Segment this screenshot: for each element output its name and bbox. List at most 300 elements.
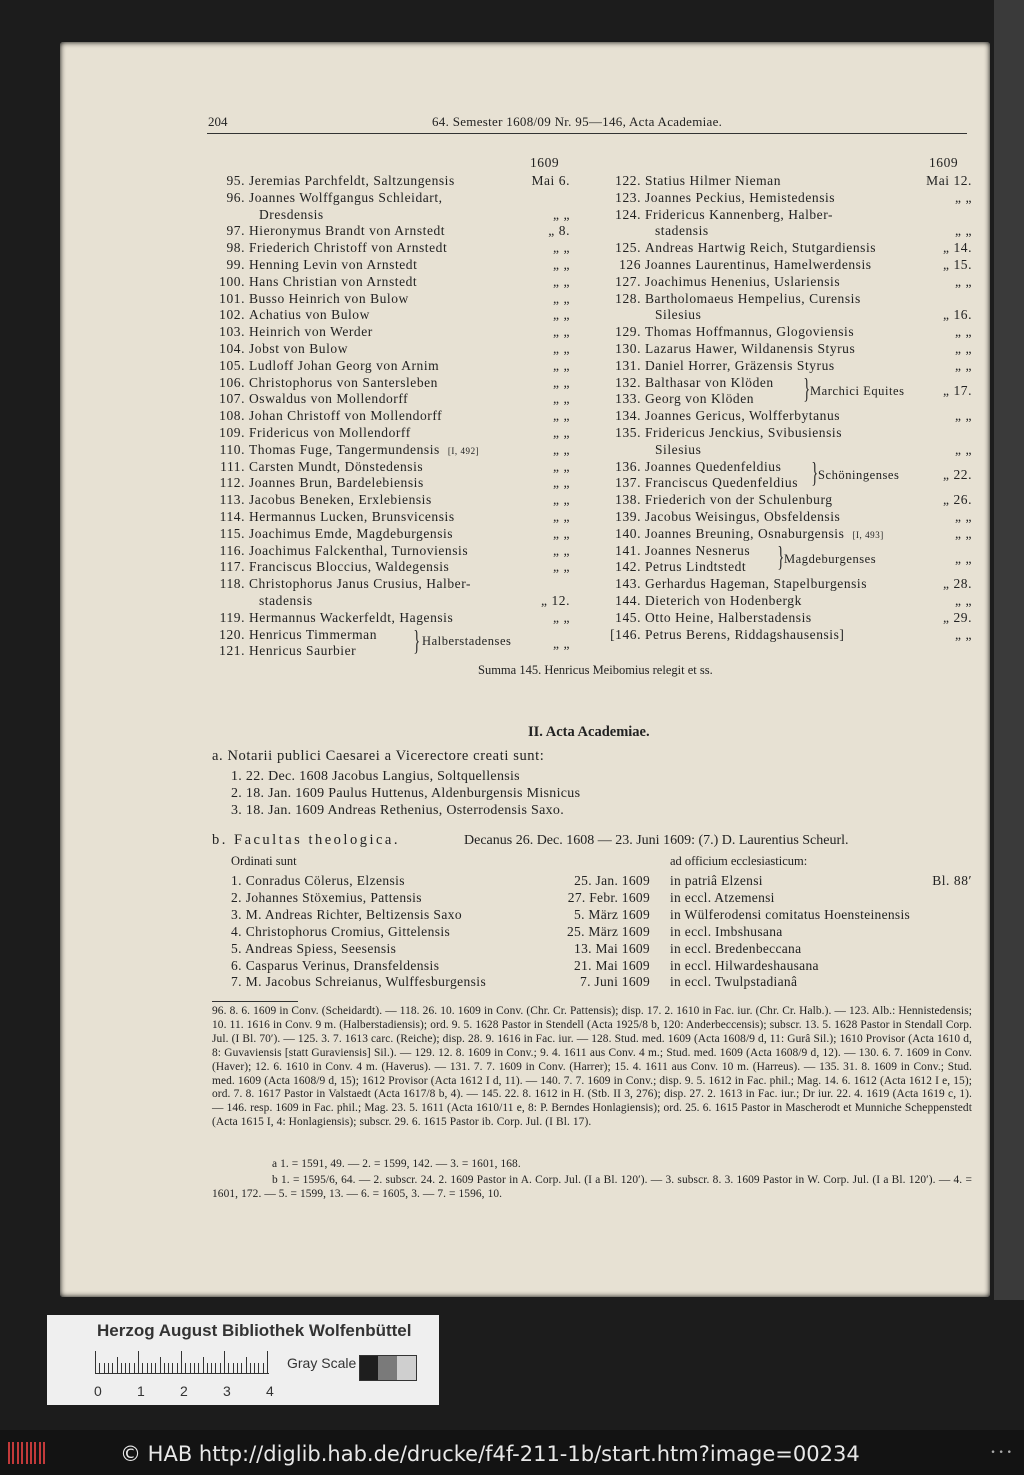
ruler-tick [203,1357,204,1373]
entry-name: Hermannus Lucken, Brunsvicensis [249,509,455,524]
ruler-tick [117,1357,118,1373]
list-entry [207,509,455,526]
entry-number: 107. [219,391,245,407]
list-entry [207,559,449,576]
entry-name: Daniel Horrer, Gräzensis Styrus [645,357,835,373]
list-entry [207,492,432,509]
ordination-name: 3. M. Andreas Richter, Beltizensis Saxo [231,906,463,922]
list-entry [603,425,842,442]
entry-date: „ „ [954,626,972,642]
entry-date: Mai 6. [531,173,570,188]
page-number: 204 [208,114,228,129]
entry-number: 136. [615,458,641,474]
ordination-name: 5. Andreas Spiess, Seesensis [231,940,397,956]
entry-number: 100. [219,273,245,289]
entry-number: 104. [219,341,245,356]
section-b-heading: b. Facultas theologica. [212,832,400,848]
entry-number: 119. [219,609,245,625]
entry-date: „ „ [552,273,570,289]
entry-name: Dresdensis [259,206,324,222]
ruler-tick [267,1351,268,1373]
entry-date: „ „ [552,341,570,356]
running-title: 64. Semester 1608/09 Nr. 95—146, Acta Academiae. [432,114,723,129]
entry-number: 140. [615,525,641,541]
ruler-tick [108,1363,109,1373]
list-entry [207,643,356,660]
ruler-tick [138,1351,139,1373]
ordination-name: 2. Johannes Stöxemius, Pattensis [231,889,422,905]
entry-number: [146. [610,626,641,642]
entry-name: Balthasar von Klöden [645,374,774,390]
list-entry [207,543,468,560]
menu-dots-icon[interactable]: • • • [990,1448,1012,1458]
entry-date: Mai 12. [926,173,972,188]
entry-name: Franciscus Quedenfeldius [645,475,799,491]
entry-name: Petrus Berens, Riddagshausensis] [645,626,845,642]
ruler-tick [134,1363,135,1373]
entry-name: Gerhardus Hageman, Stapelburgensis [645,576,868,592]
entry-number: 132. [615,374,641,390]
entry-number: 114. [219,509,245,524]
section-a-item: 1. 22. Dec. 1608 Jacobus Langius, Soltquellensis [231,769,520,784]
entry-number: 133. [615,391,641,407]
status-bar [0,1430,1024,1475]
entry-date: „ „ [552,492,570,508]
entry-name: Henricus Timmerman [249,626,378,642]
list-entry [603,492,833,509]
list-entry [603,576,867,593]
section-a-item: 2. 18. Jan. 1609 Paulus Huttenus, Aldenburgensis Misnicus [231,786,581,801]
entry-date: „ 16. [943,307,972,323]
bracket-date: „ 22. [943,466,972,482]
entry-number: 144. [615,593,641,608]
entry-name: Joannes Laurentinus, Hamelwerdensis [645,257,872,272]
entry-name: Joannes Brun, Bardelebiensis [249,475,424,491]
entry-name: Fridericus Jenckius, Svibusiensis [645,425,843,440]
ruler-tick [211,1363,212,1373]
ruler-tick [220,1363,221,1373]
entry-number: 143. [615,576,641,592]
ordination-office: in eccl. Twulpstadianâ [670,974,798,990]
entry-name: Christophorus Janus Crusius, Halber- [249,576,472,592]
section-a-heading: a. Notarii publici Caesarei a Vicerectore creati sunt: [212,748,545,764]
logo-bar [26,1442,28,1464]
entry-date: „ 29. [943,609,972,625]
entry-date: „ 15. [943,257,972,272]
ruler-tick [194,1363,195,1373]
list-entry [603,627,844,644]
entry-number: 112. [219,475,245,491]
ordination-date: 21. Mai 1609 [574,957,650,973]
list-entry [207,307,370,324]
entry-number: 105. [219,357,245,373]
ruler-tick [112,1363,113,1373]
entry-name: Joannes Peckius, Hemistedensis [645,189,836,205]
ruler-tick [147,1363,148,1373]
entry-name: Jacobus Weisingus, Obsfeldensis [645,509,841,524]
list-entry [207,358,439,375]
entry-name: stadensis [655,223,709,239]
entry-number: 103. [219,324,245,340]
logo-bar [39,1442,41,1464]
entry-name: Henning Levin von Arnstedt [249,257,418,272]
source-url-link[interactable]: © HAB http://diglib.hab.de/drucke/f4f-211-1b/start.htm?image=00234 [120,1442,860,1466]
officium-heading: ad officium ecclesiasticum: [670,854,808,868]
entry-date: „ „ [552,425,570,440]
list-entry [603,442,701,459]
ordination-office: in eccl. Hilwardeshausana [670,957,819,973]
entry-date: „ „ [552,257,570,272]
entry-number: 137. [615,475,641,491]
entry-number: 126 [619,257,641,272]
entry-number: 121. [219,643,245,659]
ruler-tick [254,1363,255,1373]
entry-date: „ „ [954,223,972,239]
ruler-number: 4 [266,1383,274,1399]
entry-number: 116. [219,542,245,558]
ruler-tick [121,1363,122,1373]
entry-name: Petrus Lindtstedt [645,559,747,575]
ordination-date: 7. Juni 1609 [580,974,650,990]
entry-date: „ „ [552,307,570,323]
entry-number: 130. [615,341,641,356]
entry-date: „ „ [552,509,570,524]
footnotes-main [212,1005,972,1130]
list-entry [603,543,750,560]
entry-number: 101. [219,290,245,306]
list-entry [207,223,445,240]
ruler-number: 3 [223,1383,231,1399]
entry-name: Thomas Fuge, Tangermundensis [249,441,440,457]
list-entry [603,509,840,526]
entry-date: „ „ [552,357,570,373]
ruler-tick [190,1363,191,1373]
brace-icon: } [811,457,819,489]
list-entry [207,459,423,476]
entry-date: „ „ [552,240,570,256]
entry-date: „ „ [552,609,570,625]
entry-date: „ „ [954,189,972,205]
list-entry [603,358,835,375]
entry-date: „ „ [954,357,972,373]
brace-icon: } [777,541,785,573]
list-entry [207,341,348,358]
ruler-tick [224,1351,225,1373]
list-entry [207,240,447,257]
ordination-date: 5. März 1609 [574,906,650,922]
entry-name: Franciscus Bloccius, Waldegensis [249,559,450,575]
entry-date: „ „ [552,290,570,306]
book-spine [994,0,1024,1300]
entry-name: Joannes Quedenfeldius [645,458,782,474]
entry-date: „ 28. [943,576,972,592]
ruler-tick [258,1363,259,1373]
entry-number: 125. [615,240,641,256]
entry-number: 98. [226,240,245,256]
ruler-tick [246,1357,247,1373]
ordination-name: 4. Christophorus Cromius, Gittelensis [231,923,451,939]
list-entry [207,375,438,392]
entry-number: 118. [219,576,245,592]
entry-name: Joannes Nesnerus [645,542,751,558]
entry-reference: [I, 492] [447,445,480,456]
entry-number: 96. [226,189,245,205]
footnote-text: 96. 8. 6. 1609 in Conv. (Scheidardt). — 118. 26. 10. 1609 in Conv. (Chr. Cr. Pattensis); disp. 17. 2. 1610 in Fac. iur. (Chr. Cr. Halb.). — 123. Alb.: Hennistedensis; 10. 11. 1616 in Conv. 9 m. (Halberstadiensis); ord. 9. 5. 1628 Pastor in Stendell (Acta 1925/8 b, 120: Anderbeccensis); subscr. 13. 5. 1628 Pastor in Stendall Corp. Jul. (I Bl. 70′). — 125. 3. 7. 1613 carc. (Reiche); disp. 28. 9. 1616 in Fac. iur. — 128. Stud. med. 1609 (Acta 1608/9 d, 11: Gurâ Sil.); 1610 Provisor (Acta 1610 d, 8: Guvaviensis [statt Guraviensis] Sil.). — 129. 12. 8. 1609 in Conv.; 9. 4. 1611 aus Conv. 4 m.; Stud. med. 1609 (Acta 1608/9 d, 12). — 130. 6. 7. 1609 in Conv. (Haver); 12. 6. 1610 in Conv. 4 m. (Haverus). — 131. 7. 7. 1609 in Conv. (Harrer); 15. 4. 1611 aus Conv. 10 m. (Harreus). — 135. 31. 8. 1609 in Conv.; Stud. med. 1609 (Acta 1608/9 d, 15); 1612 Provisor (Acta 1612 I d, 11). — 140. 7. 7. 1609 in Conv.; disp. 9. 5. 1612 in Fac. phil.; Mag. 14. 6. 1612 (Acta 1612 I e, 15); ord. 7. 8. 1617 Pastor in Valstaedt (Acta 1617/8 b, 4). — 145. 22. 8. 1612 in H. (Stb. II 3, 276); disp. 27. 2. 1613 in Fac. iur.; Dr iur. 22. 4. 1619 (Acta 1619 c, 1). — 146. resp. 1609 in Fac. phil.; Mag. 23. 5. 1611 (Acta 1610/11 e, 8: P. Berndes Honlagiensis); ord. 25. 6. 1615 Pastor in Mascherodt et Munniche Scheppenstedt (Acta 1615 I, 4: Honlagiensis); subscr. 29. 6. 1615 Pastor ib. Corp. Jul. (I Bl. 17). [212,1005,972,1129]
entry-number: 102. [219,307,245,323]
ruler-number: 1 [137,1383,145,1399]
entry-name: Joachimus Falckenthal, Turnoviensis [249,542,469,558]
entry-name: Friederich Christoff von Arnstedt [249,240,448,256]
entry-date: „ „ [552,458,570,474]
list-entry [207,207,324,224]
list-entry [603,223,709,240]
list-entry [603,207,833,224]
entry-number: 129. [615,324,641,340]
list-entry [603,341,855,358]
ordination-note: Bl. 88′ [932,873,972,888]
ruler-number: 2 [180,1383,188,1399]
entry-name: Achatius von Bulow [249,307,370,323]
list-entry [207,526,453,543]
ordination-office: in Wülferodensi comitatus Hoensteinensis [670,906,911,922]
entry-number: 109. [219,425,245,440]
list-entry [603,173,781,190]
list-entry [603,610,812,627]
entry-name: Heinrich von Werder [249,324,373,340]
bracket-date: „ 17. [943,382,972,398]
entry-name: Georg von Klöden [645,391,755,407]
entry-date: „ „ [954,525,972,541]
entry-name: Joannes Wolffgangus Schleidart, [249,189,443,205]
list-entry [603,307,701,324]
ruler-tick [99,1363,100,1373]
list-entry [207,576,471,593]
entry-number: 145. [615,609,641,625]
summa-line: Summa 145. Henricus Meibomius relegit et ss. [478,663,713,677]
ordination-date: 13. Mai 1609 [574,940,650,956]
list-entry [603,240,876,257]
list-entry [603,375,774,392]
entry-date: „ 12. [541,593,570,608]
ruler-tick [129,1363,130,1373]
ruler-tick [185,1363,186,1373]
entry-number: 120. [219,626,245,642]
list-entry [603,391,754,408]
ordination-date: 25. Jan. 1609 [574,873,650,888]
entry-number: 95. [226,173,245,188]
ruler-tick [125,1363,126,1373]
ruler-tick [142,1363,143,1373]
entry-name: Joannes Gericus, Wolfferbytanus [645,408,841,424]
entry-number: 110. [219,441,245,457]
logo-bar [17,1442,19,1464]
gray-patch-dark [360,1356,378,1380]
logo-bar [43,1442,45,1464]
gray-scale-label: Gray Scale [287,1355,357,1371]
entry-date: „ „ [954,408,972,424]
entry-name: Bartholomaeus Hempelius, Curensis [645,290,861,306]
entry-number: 106. [219,374,245,390]
entry-reference: [I, 493] [852,529,884,540]
entry-name: Henricus Saurbier [249,643,357,659]
ordination-name: 1. Conradus Cölerus, Elzensis [231,873,405,888]
entry-number: 124. [615,206,641,222]
ordinati-heading: Ordinati sunt [231,854,297,868]
ruler-number: 0 [94,1383,102,1399]
entry-date: „ „ [954,273,972,289]
entry-number: 139. [615,509,641,524]
entry-name: stadensis [259,593,313,608]
ordination-date: 27. Febr. 1609 [567,889,650,905]
gray-scale-patches [359,1355,417,1381]
footnote-a: a 1. = 1591, 49. — 2. = 1599, 142. — 3. = 1601, 168. [272,1158,521,1170]
entry-date: „ „ [552,408,570,424]
hab-logo-icon [8,1442,48,1464]
entry-date: „ 26. [943,492,972,508]
bracket-label: Marchici Equites [810,383,905,398]
entry-number: 123. [615,189,641,205]
right-year: 1609 [929,155,959,170]
brace-icon: } [413,625,421,657]
ruler-tick [172,1363,173,1373]
logo-bar [21,1442,23,1464]
entry-name: Fridericus von Mollendorff [249,425,411,440]
list-entry [207,475,424,492]
ordination-office: in patriâ Elzensi [670,873,763,888]
entry-number: 117. [219,559,245,575]
list-entry [207,324,373,341]
entry-date: „ „ [954,593,972,608]
list-entry [603,408,840,425]
list-entry [207,257,417,274]
footnote-b: b 1. = 1595/6, 64. — 2. subscr. 24. 2. 1609 Pastor in A. Corp. Jul. (I a Bl. 120′). — 3. subscr. 8. 3. 1609 Pastor in W. Corp. Jul. (I a Bl. 120′). — 4. = 1601, 172. — 5. = 1599, 13. — 6. = 1605, 3. — 7. = 1596, 10. [212,1174,972,1200]
gray-patch-light [397,1356,416,1380]
entry-date: „ „ [954,509,972,524]
ordination-date: 25. März 1609 [566,923,650,939]
bracket-date: „ „ [954,550,972,566]
ruler-tick [177,1363,178,1373]
ordination-office: in eccl. Bredenbeccana [670,940,802,956]
color-target-card [47,1315,439,1405]
entry-date: „ 8. [548,223,570,239]
entry-date: „ „ [552,475,570,491]
section-title: II. Acta Academiae. [528,724,650,740]
list-entry [207,627,377,644]
entry-name: Thomas Hoffmannus, Glogoviensis [645,324,855,340]
logo-bar [8,1442,10,1464]
list-entry [207,173,455,190]
entry-name: Dieterich von Hodenbergk [645,593,802,608]
ordination-office: in eccl. Imbshusana [670,923,783,939]
footnote-rule [212,1001,298,1002]
list-entry [207,291,409,308]
bracket-label: Halberstadenses [422,633,512,648]
list-entry [603,559,746,576]
entry-date: „ „ [552,374,570,390]
entry-number: 128. [615,290,641,306]
entry-number: 122. [615,173,641,188]
logo-bar [34,1442,36,1464]
list-entry [603,190,835,207]
list-entry [603,324,854,341]
entry-name: Fridericus Kannenberg, Halber- [645,206,834,222]
list-entry [207,190,443,207]
list-entry [603,526,884,544]
entry-number: 134. [615,408,641,424]
list-entry [603,593,802,610]
entry-date: „ „ [552,441,570,457]
entry-name: Silesius [655,441,702,457]
ruler-tick [263,1363,264,1373]
entry-name: Busso Heinrich von Bulow [249,290,409,306]
list-entry [207,425,411,442]
entry-number: 115. [219,525,245,541]
entry-date: „ „ [552,391,570,407]
ruler-tick [198,1363,199,1373]
entry-name: Christophorus von Santersleben [249,374,438,390]
entry-number: 108. [219,408,245,424]
bracket-label: Schöningenses [818,467,900,482]
logo-bar [30,1442,32,1464]
ruler-tick [164,1363,165,1373]
measurement-ruler [95,1351,269,1374]
section-b-decanus: Decanus 26. Dec. 1608 — 23. Juni 1609: (7.) D. Laurentius Scheurl. [464,833,849,848]
ruler-tick [168,1363,169,1373]
entry-date: „ „ [552,559,570,575]
entry-number: 138. [615,492,641,508]
entry-date: „ „ [552,206,570,222]
entry-number: 99. [226,257,245,272]
ordination-office: in eccl. Atzemensi [670,889,775,905]
list-entry [603,475,798,492]
list-entry [603,257,872,274]
entry-name: Hans Christian von Arnstedt [249,273,418,289]
ruler-tick [95,1351,96,1373]
entry-name: Otto Heine, Halberstadensis [645,609,812,625]
entry-name: Silesius [655,307,702,323]
entry-name: Carsten Mundt, Dönstedensis [249,458,424,474]
list-entry [207,593,313,610]
entry-name: Johan Christoff von Mollendorff [249,408,443,424]
ruler-tick [233,1363,234,1373]
ruler-tick [207,1363,208,1373]
entry-name: Ludloff Johan Georg von Arnim [249,357,440,373]
list-entry [603,274,840,291]
entry-date: „ „ [954,441,972,457]
entry-number: 127. [615,273,641,289]
list-entry [207,408,442,425]
entry-date: „ „ [552,525,570,541]
entry-name: Joachimus Emde, Magdeburgensis [249,525,454,541]
ruler-tick [181,1351,182,1373]
gray-patch-mid [378,1356,397,1380]
entry-date: „ „ [552,542,570,558]
entry-number: 142. [615,559,641,575]
entry-name: Jacobus Beneken, Erxlebiensis [249,492,432,508]
entry-number: 97. [226,223,245,239]
list-entry [603,291,861,308]
entry-date: „ „ [552,324,570,340]
entry-name: Jobst von Bulow [249,341,349,356]
entry-number: 135. [615,425,641,440]
ordination-name: 6. Casparus Verinus, Dransfeldensis [231,957,440,973]
logo-bar [12,1442,14,1464]
left-year: 1609 [530,155,560,170]
entry-name: Andreas Hartwig Reich, Stutgardiensis [645,240,877,256]
ruler-tick [215,1363,216,1373]
bracket-date: „ „ [552,635,570,651]
entry-name: Friederich von der Schulenburg [645,492,833,508]
